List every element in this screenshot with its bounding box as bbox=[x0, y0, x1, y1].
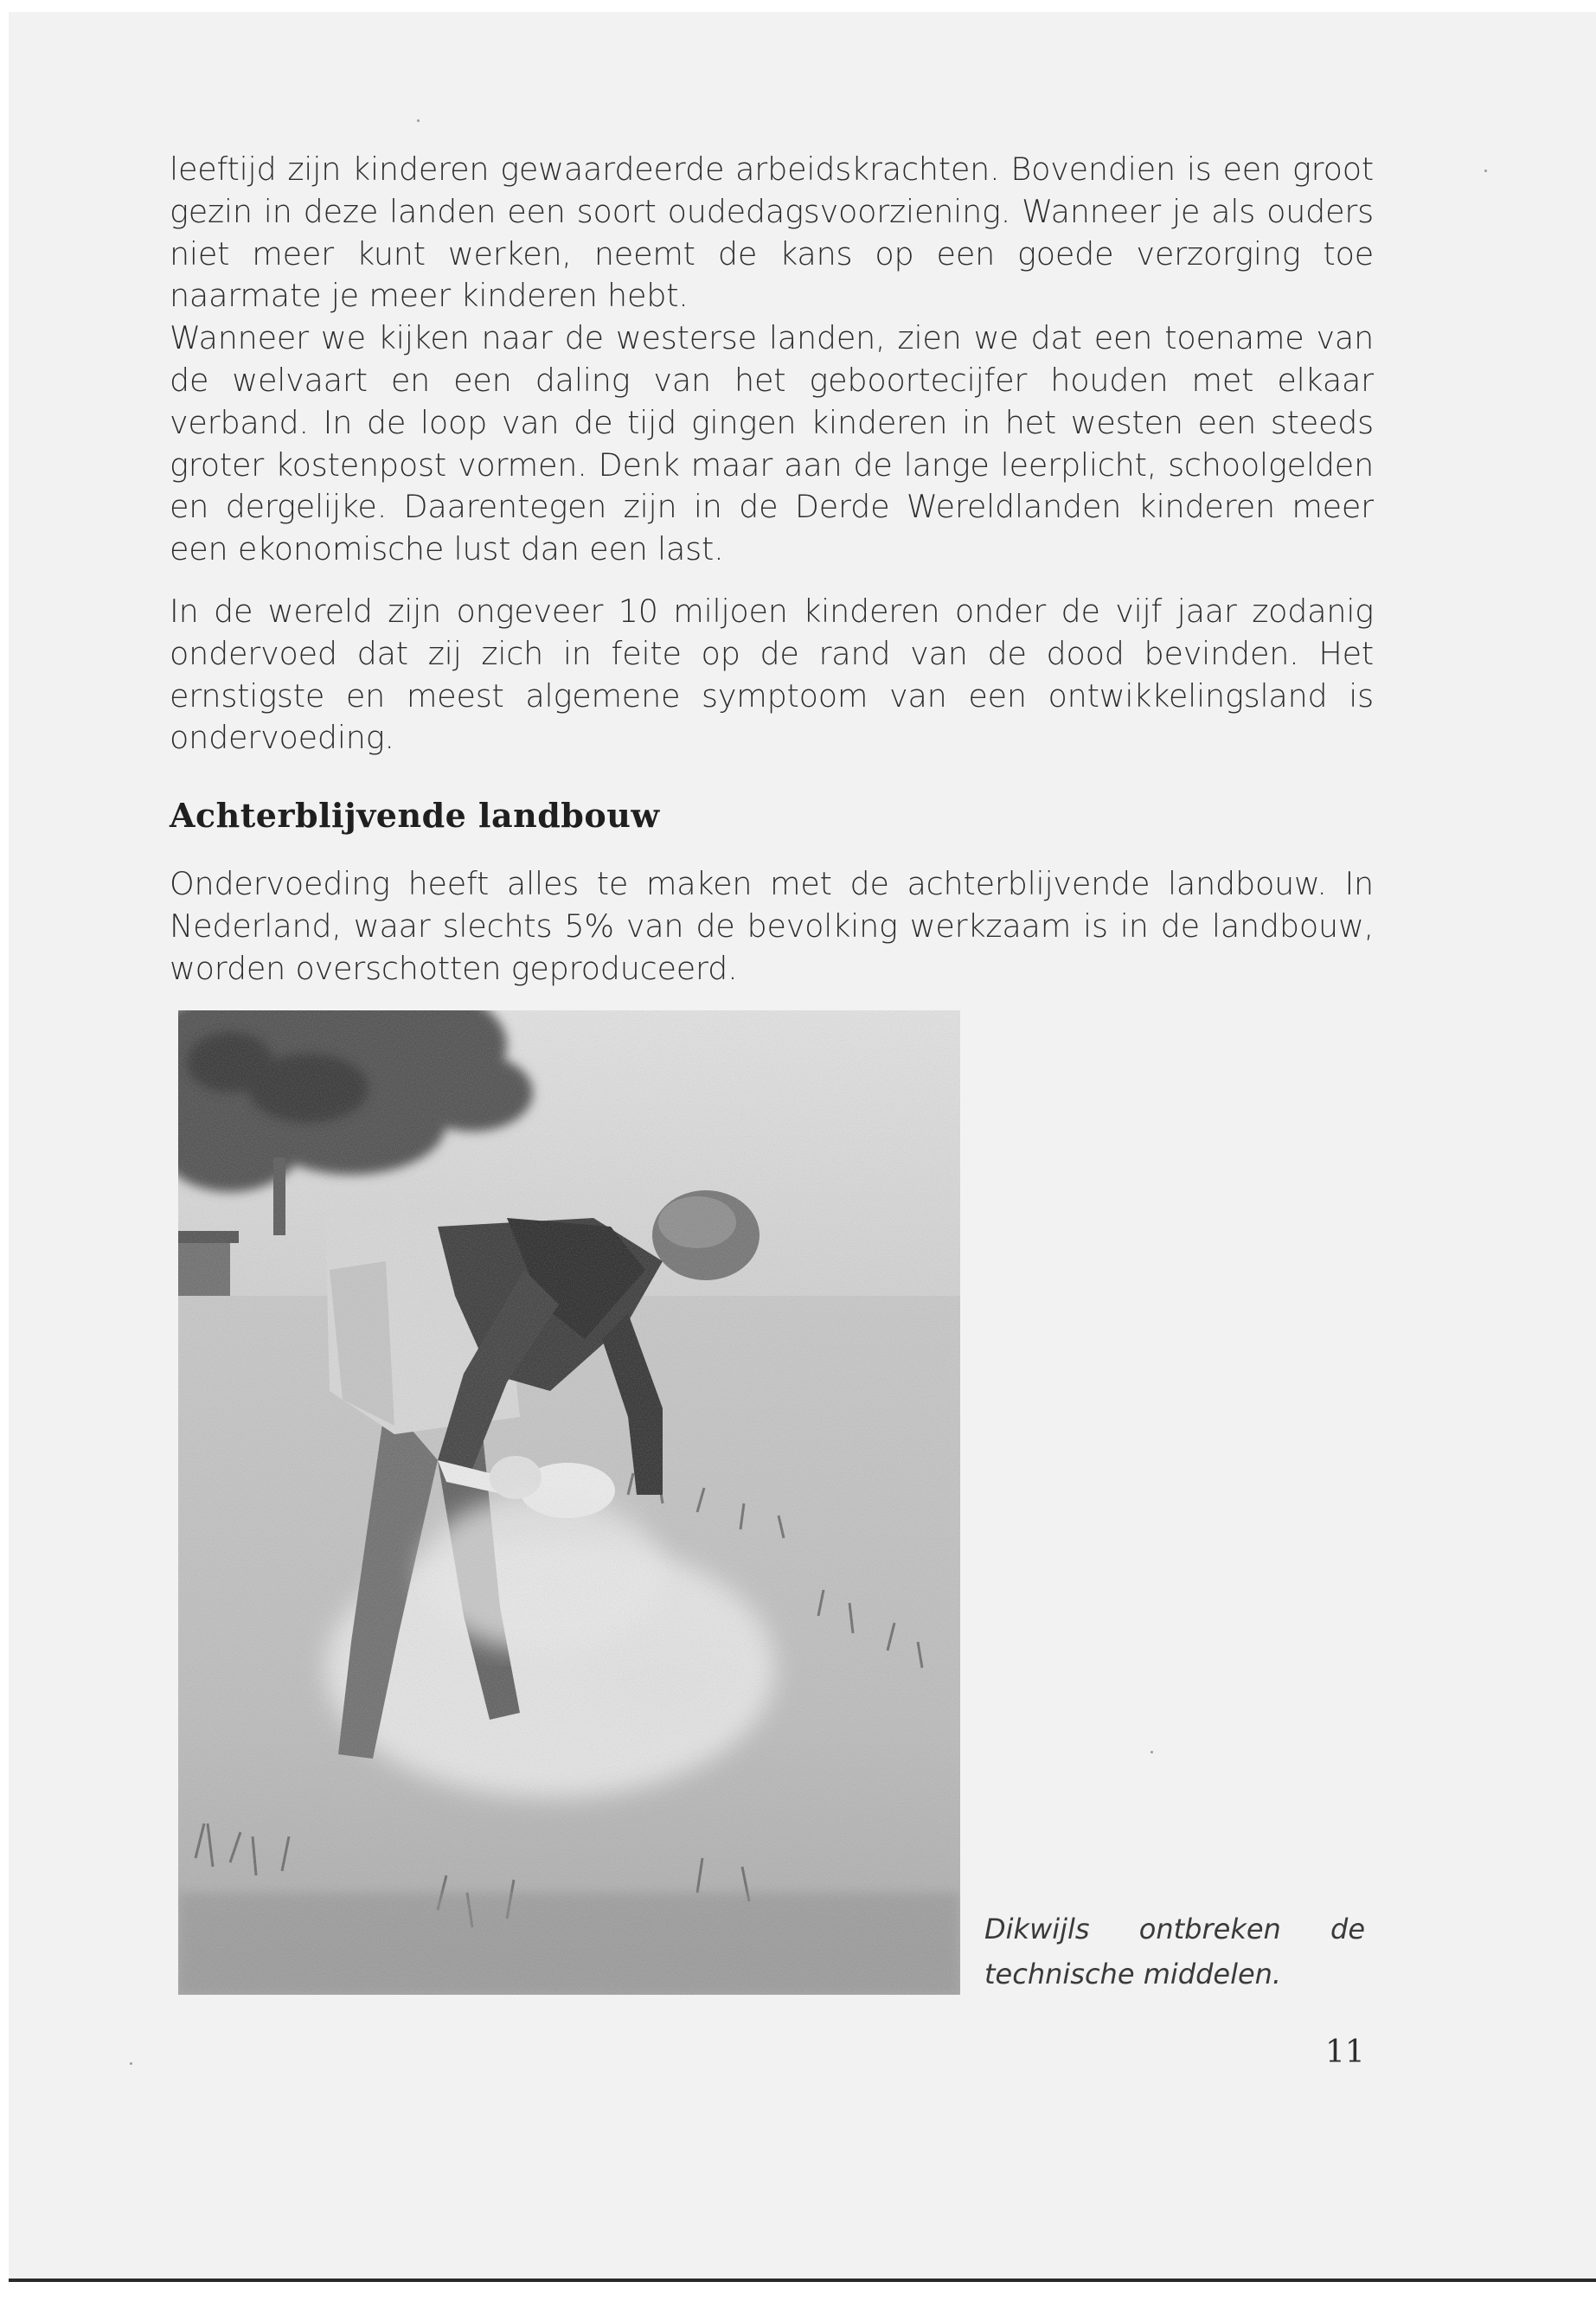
farmer-photo bbox=[178, 1010, 960, 1995]
scan-speck bbox=[417, 119, 420, 122]
scan-border bbox=[0, 0, 1596, 12]
scan-speck bbox=[1484, 170, 1487, 172]
paragraph-1: leeftijd zijn kinderen gewaardeerde arbeidskrachten. Bovendien is een groot gezin in deze landen een soort oudedagsvoorziening. Wanneer je als ouders niet meer kunt werken, neemt de kans op een goede verzorging toe naarmate je meer kinderen hebt. bbox=[170, 151, 1374, 315]
paragraph-3: In de wereld zijn ongeveer 10 miljoen kinderen onder de vijf jaar zodanig ondervoed dat zij zich in feite op de rand van de dood bevinden. Het ernstigste en meest algemene symptoom van een ontwikkelingsland is ondervoeding. bbox=[170, 593, 1374, 757]
body-text-top bbox=[170, 149, 1374, 571]
scan-speck bbox=[130, 2062, 132, 2065]
paragraph-4: Ondervoeding heeft alles te maken met de achterblijvende landbouw. In Nederland, waar slechts 5% van de bevolking werkzaam is in de landbouw, worden overschotten geproduceerd. bbox=[170, 865, 1374, 987]
body-text-section bbox=[170, 863, 1374, 990]
scan-speck bbox=[1151, 1751, 1153, 1753]
paragraph-2: Wanneer we kijken naar de westerse landen, zien we dat een toename van de welvaart en een daling van het geboortecijfer houden met elkaar verband. In de loop van de tijd gingen kinderen in het westen een steeds groter kostenpost vormen. Denk maar aan de lange leerplicht, schoolgelden en dergelijke. Daarentegen zijn in de Derde Wereldlanden kinderen meer een ekonomische lust dan een last. bbox=[170, 319, 1374, 568]
farmer-photo-illustration bbox=[178, 1010, 960, 1995]
caption-line-2: technische middelen. bbox=[984, 1958, 1282, 1990]
body-text-middle bbox=[170, 591, 1374, 760]
caption-line-1: Dikwijls ontbreken de bbox=[984, 1913, 1365, 1945]
section-heading: Achterblijvende landbouw bbox=[170, 796, 660, 835]
page-number: 11 bbox=[1325, 2035, 1365, 2070]
photo-caption bbox=[984, 1907, 1365, 1997]
